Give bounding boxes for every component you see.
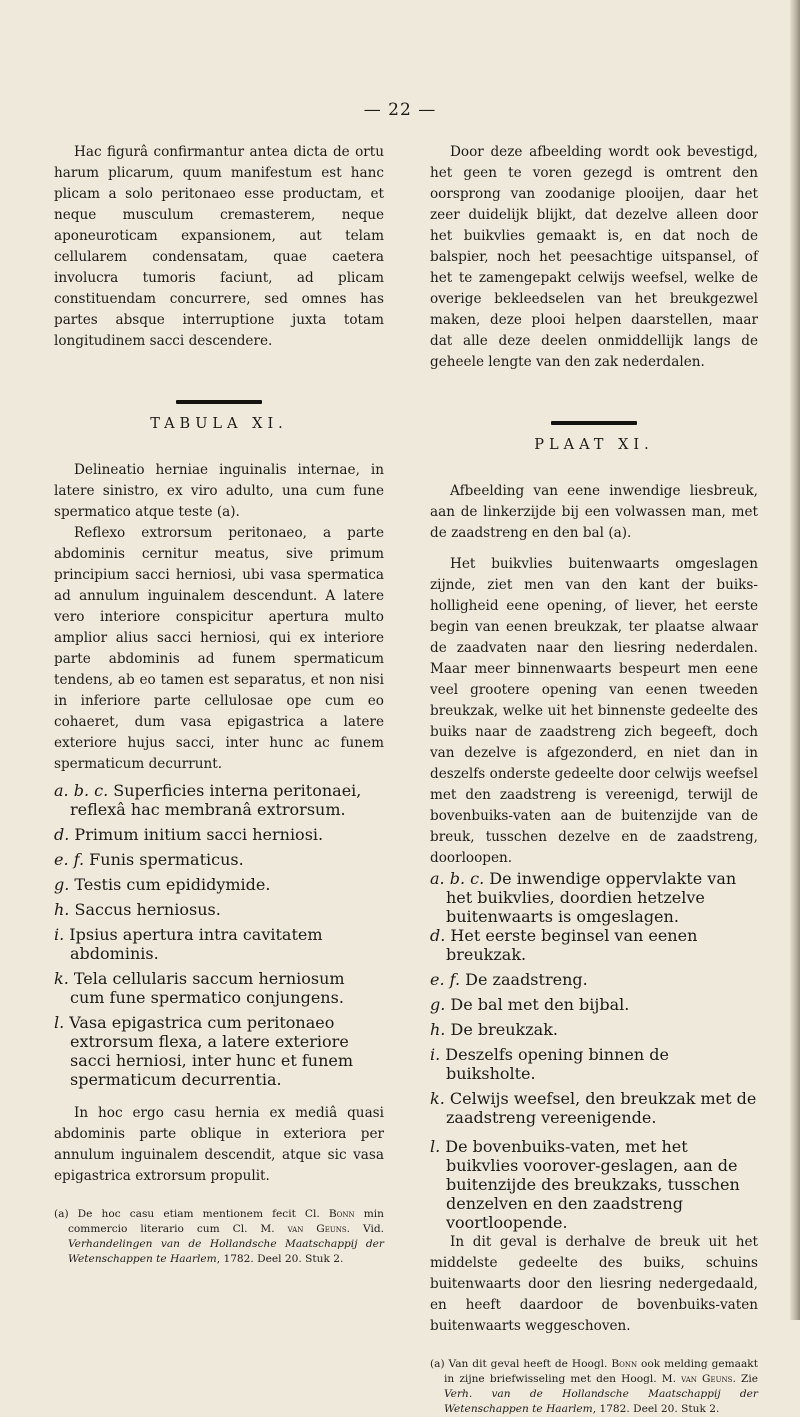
latin-item: h. Saccus herniosus. xyxy=(54,900,221,919)
dutch-item: a. b. c. De inwendige oppervlakte van het buikvlies, doordien hetzelve buitenwaarts is omgeslagen. xyxy=(430,869,737,926)
page-number: — 22 — xyxy=(363,100,437,120)
latin-item: k. Tela cellularis saccum herniosum cum fune spermatico conjungens. xyxy=(54,969,345,1007)
latin-item: g. Testis cum epididymide. xyxy=(54,875,271,894)
latin-item: i. Ipsius apertura intra cavitatem abdominis. xyxy=(54,925,323,963)
dutch-item: l. De bovenbuiks-vaten, met het buikvlies voorover-geslagen, aan de buitenzijde des breukzaks, tusschen denzelven en den zaadstreng voortloopende. xyxy=(430,1137,740,1232)
dutch-item: k. Celwijs weefsel, den breukzak met de zaadstreng vereenigende. xyxy=(430,1089,757,1127)
dutch-item: g. De bal met den bijbal. xyxy=(430,995,630,1014)
dutch-item: e. f. De zaadstreng. xyxy=(430,970,588,989)
latin-item: e. f. Funis spermaticus. xyxy=(54,850,244,869)
dutch-para1: Het buikvlies buitenwaarts omgeslagen zijnde, ziet men van den kant der buiks-holligheid eene opening, of liever, het eerste begin van eenen breukzak, ter plaatse alwaar de zaadvaten naar den liesring nederdalen. Maar meer binnenwaarts bespeurt men eene veel grootere opening van eenen tweeden breukzak, welke uit het binnenste gedeelte des buiks naar de zaadstreng zich begeeft, doch van dezelve is afgezonderd, en niet dan in deszelfs onderste gedeelte door celwijs weefsel met den zaadstreng is vereenigd, terwijl de bovenbuiks-vaten aan de buitenzijde van de breuk, tusschen dezelve en de zaadstreng, doorloopen. xyxy=(430,556,758,866)
dutch-column xyxy=(430,142,758,1417)
latin-heading: TABULA XI. xyxy=(150,416,288,432)
latin-footnote: (a) De hoc casu etiam mentionem fecit Cl. Bonn min commercio literario cum Cl. M. van Geuns. Vid. Verhandelingen van de Hollandsche Maatschappij der Wetenschappen te Haarlem, 1782. Deel 20. Stuk 2. xyxy=(54,1208,384,1265)
dutch-item: h. De breukzak. xyxy=(430,1020,558,1039)
latin-caption: Delineatio herniae inguinalis internae, in latere sinistro, ex viro adulto, una cum fune spermatico atque teste (a). xyxy=(54,462,384,520)
dutch-item: d. Het eerste beginsel van eenen breukzak. xyxy=(430,926,698,964)
dutch-para2: In dit geval is derhalve de breuk uit het middelste gedeelte des buiks, schuins buitenwaarts door den liesring nedergedaald, en heeft daardoor de bovenbuiks-vaten buitenwaarts weggeschoven. xyxy=(430,1234,758,1334)
latin-item: l. Vasa epigastrica cum peritonaeo extrorsum flexa, a latere exteriore sacci herniosi, inter hunc et funem spermaticum decurrentia. xyxy=(54,1013,354,1089)
dutch-heading: PLAAT XI. xyxy=(534,437,654,453)
dutch-intro: Door deze afbeelding wordt ook bevestigd, het geen te voren gezegd is omtrent den oorsprong van zoodanige plooijen, daar het zeer duidelijk blijkt, dat dezelve alleen door het buikvlies gemaakt is, en dat noch de balspier, noch het peesachtige uitspansel, of het te zamengepakt celwijs weefsel, welke de overige bekleedselen van het breukgezwel maken, deze plooi helpen daarstellen, maar dat alle deze deelen onmiddellijk langs de geheele lengte van den zak nederdalen. xyxy=(430,144,758,370)
latin-column xyxy=(54,142,384,1267)
dutch-footnote: (a) Van dit geval heeft de Hoogl. Bonn ook melding gemaakt in zijne briefwisseling met den Hoogl. M. van Geuns. Zie Verh. van de Hollandsche Maatschappij der Wetenschappen te Haarlem, 1782. Deel 20. Stuk 2. xyxy=(430,1358,758,1415)
latin-item: d. Primum initium sacci herniosi. xyxy=(54,825,324,844)
dutch-caption: Afbeelding van eene inwendige liesbreuk, aan de linkerzijde bij een volwassen man, met de zaadstreng en den bal (a). xyxy=(430,483,758,541)
page-edge xyxy=(790,0,800,1320)
latin-para2: In hoc ergo casu hernia ex mediâ quasi abdominis parte oblique in exteriora per annulum inguinalem descendit, atque sic vasa epigastrica extrorsum propulit. xyxy=(54,1105,384,1184)
latin-item: a. b. c. Superficies interna peritonaei, reflexâ hac membranâ extrorsum. xyxy=(54,781,362,819)
heading-rule xyxy=(176,400,262,404)
dutch-item: i. Deszelfs opening binnen de buiksholte. xyxy=(430,1045,669,1083)
latin-para1: Reflexo extrorsum peritonaeo, a parte abdominis cernitur meatus, sive primum principium sacci herniosi, ubi vasa spermatica ad annulum inguinalem descendunt. A latere vero interiore conspicitur apertura multo amplior alius sacci herniosi, qui ex interiore parte abdominis ad funem spermaticum tendens, ab eo tamen est separatus, et non nisi in inferiore parte cellulosae ope cum eo cohaeret, dum vasa epigastrica a latere exteriore hujus sacci, inter hunc ac funem spermaticum decurrunt. xyxy=(54,525,384,772)
heading-rule xyxy=(551,421,637,425)
latin-intro: Hac figurâ confirmantur antea dicta de ortu harum plicarum, quum manifestum est hanc plicam a solo peritonaeo esse productam, et neque musculum cremasterem, neque aponeuroticam expansionem, aut telam cellularem condensatam, quae caetera involucra tumoris faciunt, ad plicam constituendam concurrere, sed omnes has partes absque interruptione juxta totam longitudinem sacci descendere. xyxy=(54,144,384,349)
